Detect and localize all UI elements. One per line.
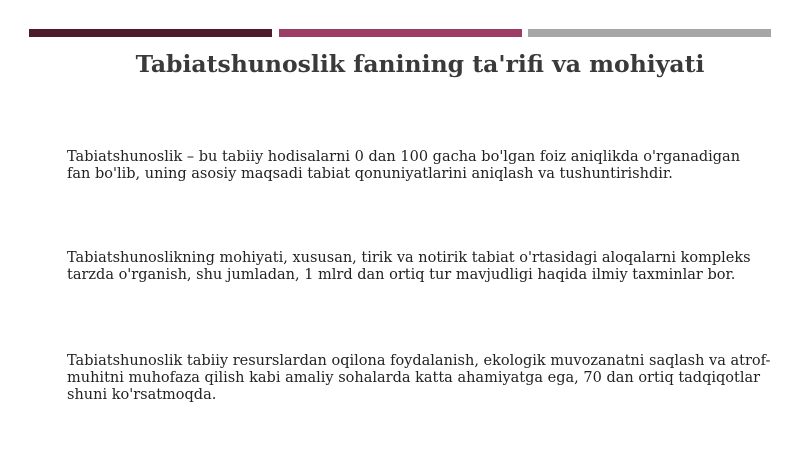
paragraph-line: shuni ko'rsatmoqda. [67, 387, 217, 403]
paragraph-line: tarzda o'rganish, shu jumladan, 1 mlrd dan ortiq tur mavjudligi haqida ilmiy taxminlar bor. [67, 267, 736, 283]
accent-bar-right [528, 29, 771, 37]
paragraph-definition [67, 149, 767, 183]
paragraph-line: Tabiatshunoslik tabiiy resurslardan oqilona foydalanish, ekologik muvozanatni saqlash va atrof- [67, 353, 771, 369]
slide-title: Tabiatshunoslik fanining ta'rifi va mohiyati [135, 50, 705, 78]
paragraph-line: Tabiatshunoslikning mohiyati, xususan, tirik va notirik tabiat o'rtasidagi aloqalarni kompleks [67, 250, 751, 266]
accent-bar-middle [279, 29, 522, 37]
paragraph-essence [67, 250, 767, 284]
accent-bar-left [29, 29, 272, 37]
paragraph-line: fan bo'lib, uning asosiy maqsadi tabiat qonuniyatlarini aniqlash va tushuntirishdir. [67, 166, 673, 182]
paragraph-importance [67, 353, 771, 404]
paragraph-line: muhitni muhofaza qilish kabi amaliy sohalarda katta ahamiyatga ega, 70 dan ortiq tadqiqotlar [67, 370, 761, 386]
paragraph-line: Tabiatshunoslik – bu tabiiy hodisalarni 0 dan 100 gacha bo'lgan foiz aniqlikda o'rganadigan [67, 149, 741, 165]
